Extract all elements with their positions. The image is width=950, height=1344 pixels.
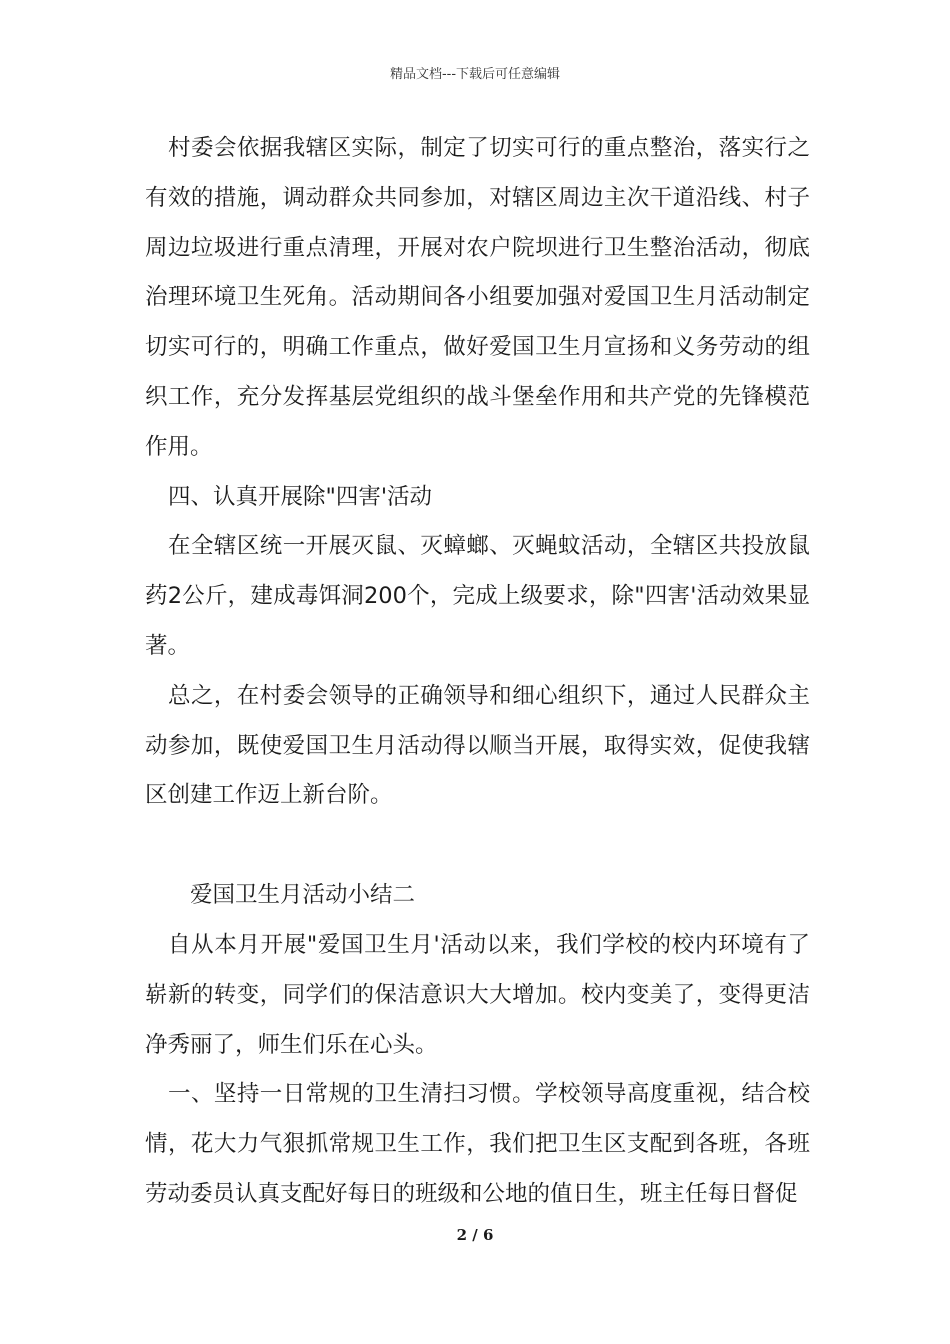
page-number: 2 / 6 [456, 1226, 494, 1244]
paragraph: 自从本月开展"爱国卫生月'活动以来，我们学校的校内环境有了崭新的转变，同学们的保洁意识大大增加。校内变美了，变得更洁净秀丽了，师生们乐在心头。 [145, 931, 810, 1058]
page-header: 精品文档---下载后可任意编辑 [389, 67, 561, 82]
document-body [145, 124, 810, 1220]
section-title: 爱国卫生月活动小结二 [190, 882, 416, 909]
paragraph: 在全辖区统一开展灭鼠、灭蟑螂、灭蝇蚊活动，全辖区共投放鼠药2公斤，建成毒饵洞200个，完成上级要求，除"四害'活动效果显著。 [145, 533, 810, 659]
section-heading: 四、认真开展除"四害'活动 [168, 483, 433, 510]
paragraph: 总之，在村委会领导的正确领导和细心组织下，通过人民群众主动参加，既使爱国卫生月活动得以顺当开展，取得实效，促使我辖区创建工作迈上新台阶。 [145, 682, 810, 809]
paragraph: 村委会依据我辖区实际，制定了切实可行的重点整治，落实行之有效的措施，调动群众共同参加，对辖区周边主次干道沿线、村子周边垃圾进行重点清理，开展对农户院坝进行卫生整治活动，彻底治理环境卫生死角。活动期间各小组要加强对爱国卫生月活动制定切实可行的，明确工作重点，做好爱国卫生月宣扬和义务劳动的组织工作，充分发挥基层党组织的战斗堡垒作用和共产党的先锋模范作用。 [145, 135, 810, 460]
blank-line [145, 821, 810, 871]
paragraph: 一、坚持一日常规的卫生清扫习惯。学校领导高度重视，结合校情，花大力气狠抓常规卫生工作，我们把卫生区支配到各班，各班劳动委员认真支配好每日的班级和公地的值日生，班主任每日督促 [145, 1081, 810, 1207]
